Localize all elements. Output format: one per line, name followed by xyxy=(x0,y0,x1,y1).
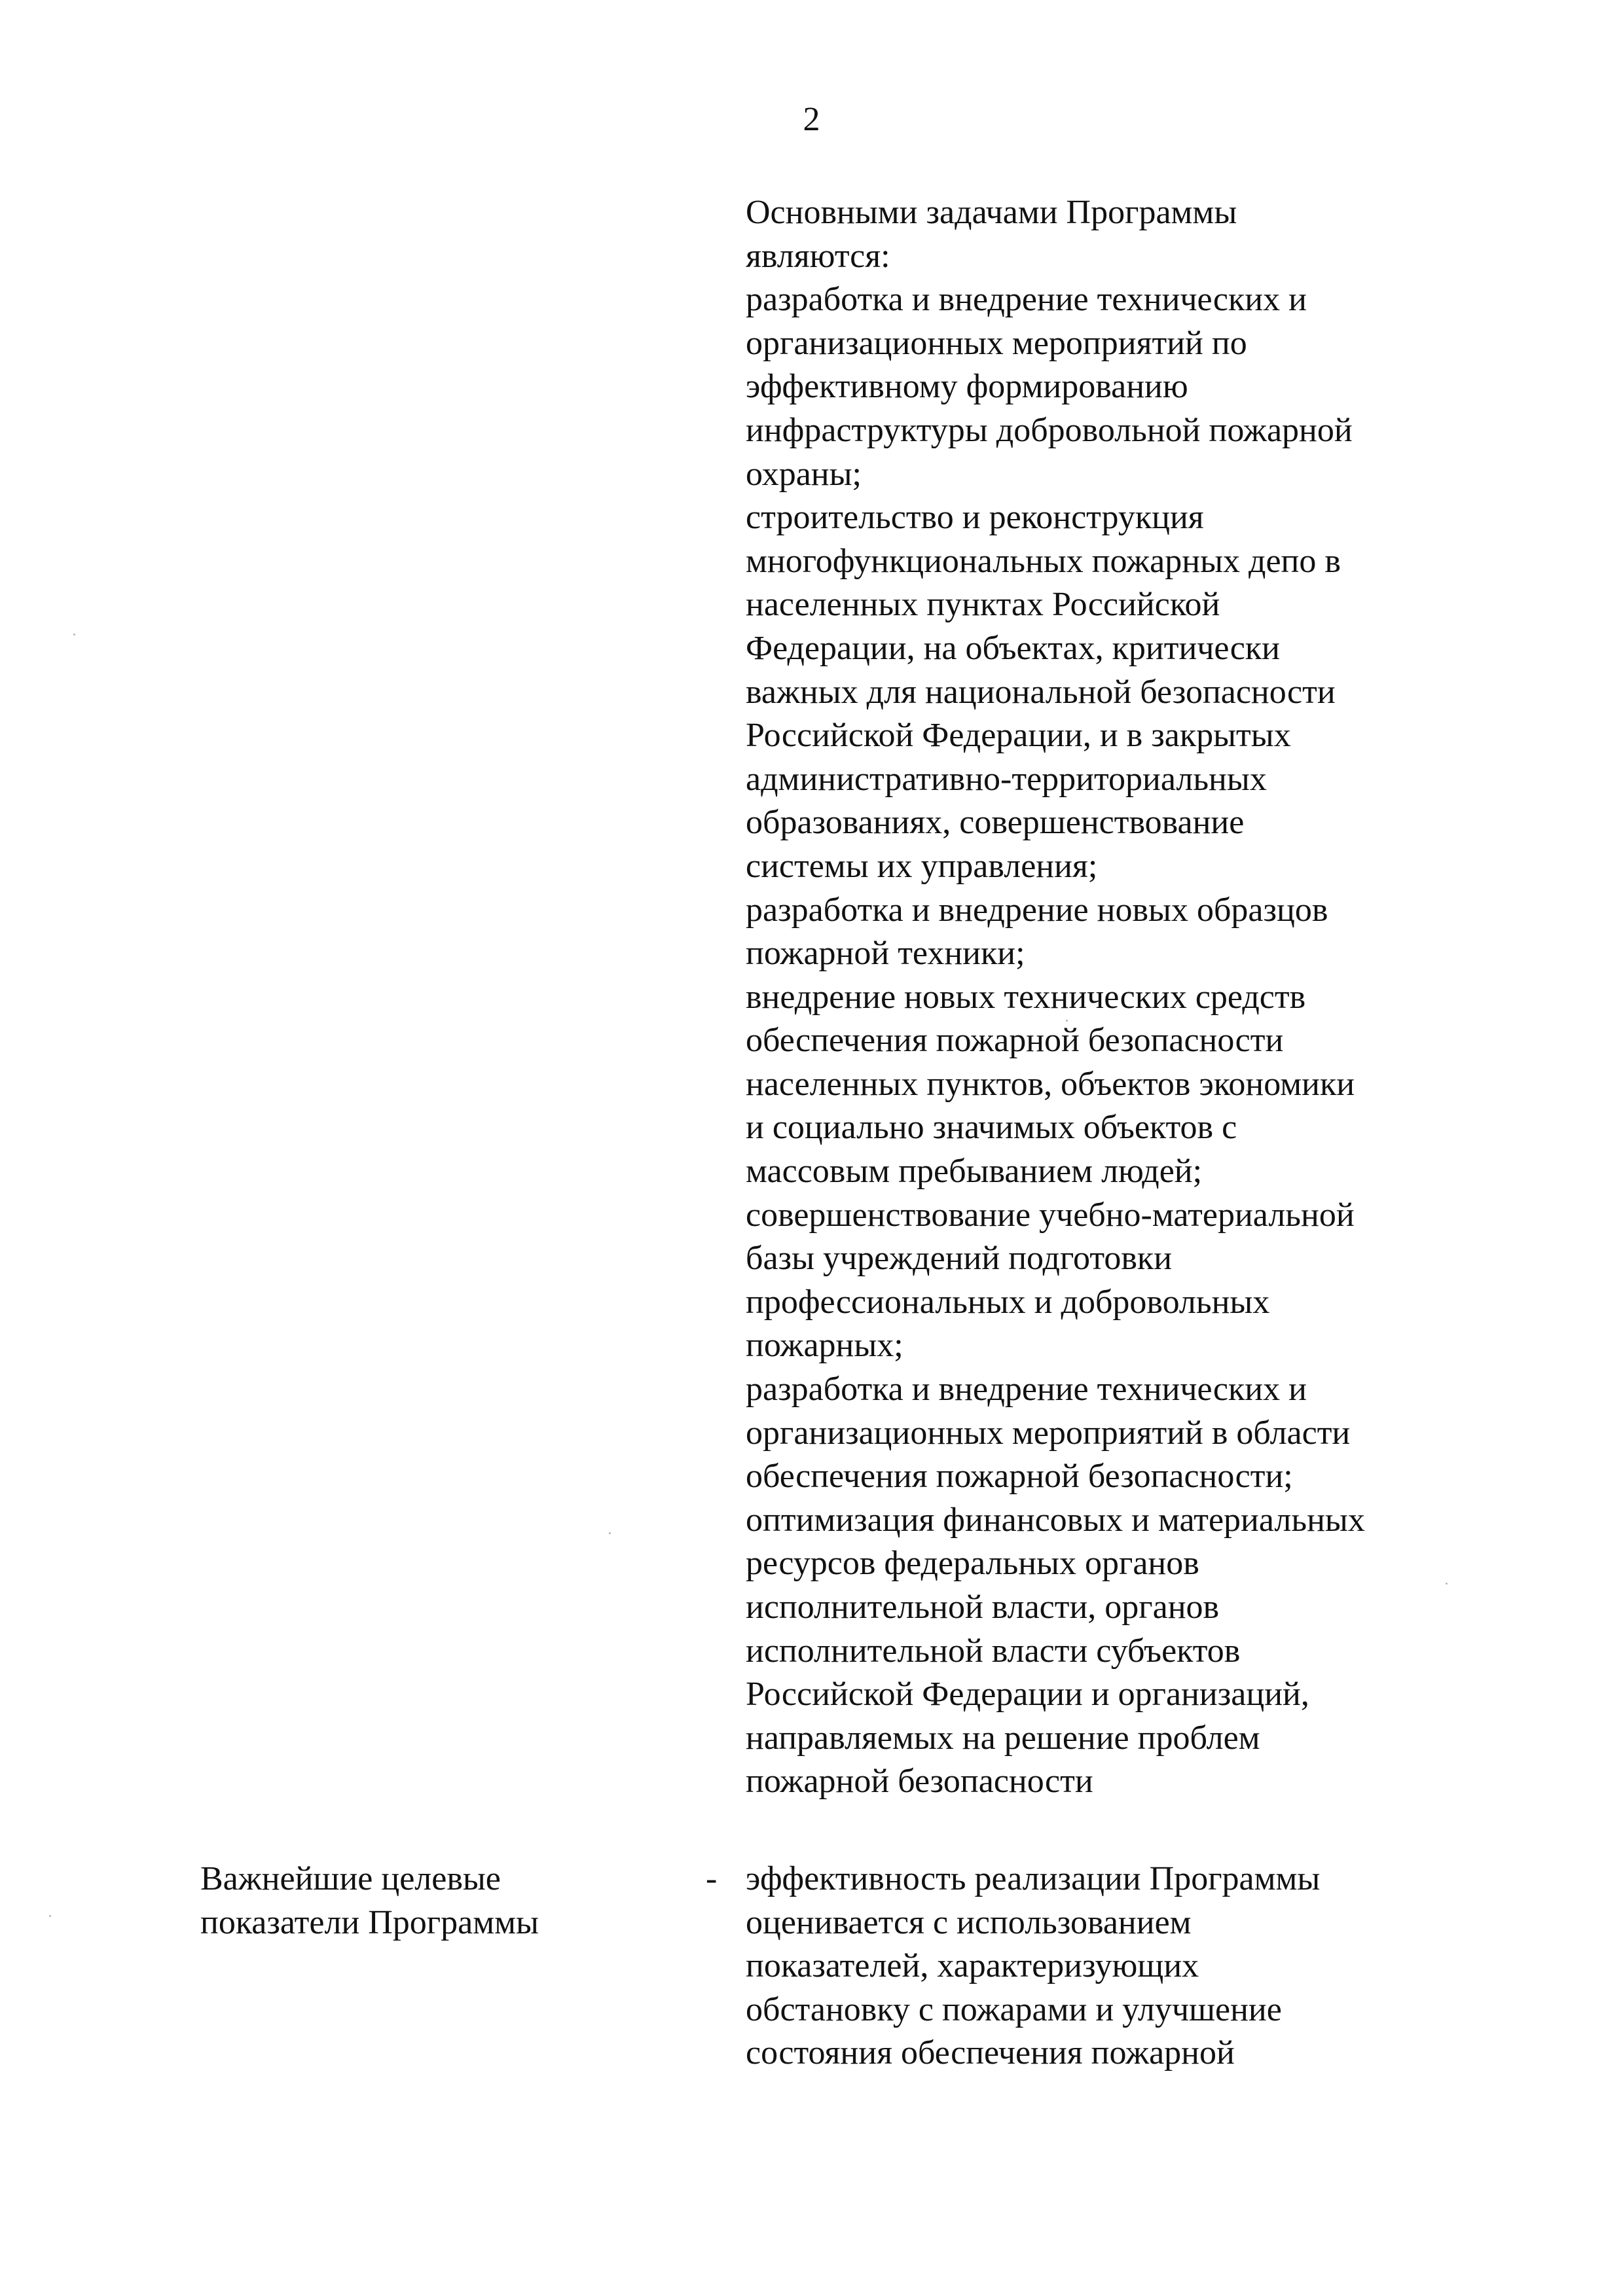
label-line: Важнейшие целевые xyxy=(200,1860,501,1897)
text-line: оценивается с использованием xyxy=(746,1903,1192,1941)
program-tasks-text xyxy=(746,191,1505,1804)
text-line: пожарной безопасности xyxy=(746,1763,1093,1801)
text-line: являются: xyxy=(746,237,890,275)
row-dash-separator: - xyxy=(706,1860,718,1897)
label-line: показатели Программы xyxy=(200,1903,539,1941)
key-indicators-label xyxy=(200,1857,659,1945)
text-line: административно-территориальных xyxy=(746,760,1267,798)
text-line: массовым пребыванием людей; xyxy=(746,1153,1203,1191)
text-line: состояния обеспечения пожарной xyxy=(746,2034,1235,2072)
text-line: многофункциональных пожарных депо в xyxy=(746,542,1341,580)
text-line: разработка и внедрение новых образцов xyxy=(746,891,1328,929)
text-line: системы их управления; xyxy=(746,847,1098,885)
text-line: профессиональных и добровольных xyxy=(746,1283,1270,1321)
text-line: населенных пунктах Российской xyxy=(746,586,1220,624)
text-line: внедрение новых технических средств xyxy=(746,978,1306,1016)
text-line: важных для национальной безопасности xyxy=(746,673,1336,711)
text-line: эффективному формированию xyxy=(746,368,1188,406)
page-number: 2 xyxy=(803,101,820,138)
text-line: организационных мероприятий в области xyxy=(746,1414,1351,1452)
text-line: обеспечения пожарной безопасности; xyxy=(746,1458,1293,1496)
text-line: совершенствование учебно-материальной xyxy=(746,1196,1355,1234)
text-line: и социально значимых объектов с xyxy=(746,1109,1237,1147)
text-line: инфраструктуры добровольной пожарной xyxy=(746,411,1353,449)
text-line: оптимизация финансовых и материальных xyxy=(746,1501,1365,1539)
text-line: охраны; xyxy=(746,455,862,493)
text-line: пожарной техники; xyxy=(746,935,1025,973)
text-line: населенных пунктов, объектов экономики xyxy=(746,1065,1355,1103)
scan-speck xyxy=(609,1532,611,1534)
text-line: образованиях, совершенствование xyxy=(746,804,1245,842)
text-line: обеспечения пожарной безопасности xyxy=(746,1022,1284,1060)
text-line: направляемых на решение проблем xyxy=(746,1719,1260,1757)
text-line: Российской Федерации, и в закрытых xyxy=(746,717,1291,755)
text-line: эффективность реализации Программы xyxy=(746,1860,1321,1897)
text-line: базы учреждений подготовки xyxy=(746,1240,1173,1278)
text-line: ресурсов федеральных органов xyxy=(746,1545,1199,1583)
text-line: строительство и реконструкция xyxy=(746,499,1204,537)
scan-speck xyxy=(49,1915,51,1917)
text-line: организационных мероприятий по xyxy=(746,324,1247,362)
text-line: исполнительной власти, органов xyxy=(746,1588,1220,1626)
text-line: исполнительной власти субъектов xyxy=(746,1632,1241,1670)
text-line: показателей, характеризующих xyxy=(746,1947,1199,1985)
text-line: разработка и внедрение технических и xyxy=(746,1371,1307,1408)
text-line: пожарных; xyxy=(746,1327,903,1365)
text-line: Основными задачами Программы xyxy=(746,194,1237,231)
text-line: Федерации, на объектах, критически xyxy=(746,629,1280,667)
scan-speck xyxy=(73,634,75,636)
text-line: обстановку с пожарами и улучшение xyxy=(746,1990,1282,2028)
key-indicators-text xyxy=(746,1857,1505,2075)
scan-speck xyxy=(1446,1583,1448,1585)
scan-speck xyxy=(1066,1020,1068,1022)
text-line: разработка и внедрение технических и xyxy=(746,281,1307,319)
text-line: Российской Федерации и организаций, xyxy=(746,1676,1309,1713)
